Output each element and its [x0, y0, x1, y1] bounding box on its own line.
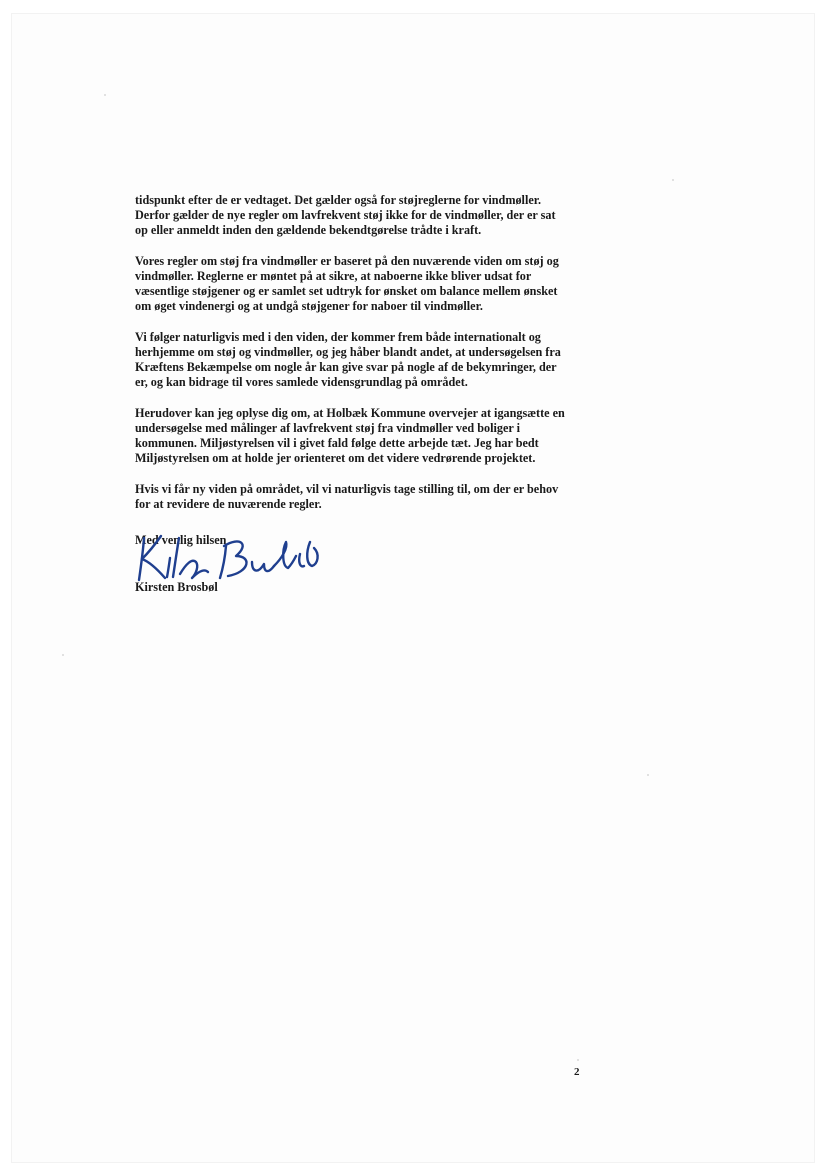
text-line: væsentlige støjgener og er samlet set udtryk for ønsket om balance mellem ønsket	[135, 284, 558, 299]
scan-speck	[672, 179, 674, 181]
text-line: Hvis vi får ny viden på området, vil vi naturligvis tage stilling til, om der er behov	[135, 481, 559, 496]
signature-stroke	[220, 546, 226, 578]
scan-speck	[647, 774, 649, 776]
text-line: Derfor gælder de nye regler om lavfrekvent støj ikke for de vindmøller, der er sat	[135, 208, 556, 223]
scan-speck	[104, 94, 106, 96]
signature-stroke	[307, 542, 317, 566]
text-line: for at revidere de nuværende regler.	[135, 497, 322, 511]
text-line: vindmøller. Reglerne er møntet på at sikre, at naboerne ikke bliver udsat for	[135, 269, 532, 283]
signature-stroke	[167, 558, 170, 577]
text-line: tidspunkt efter de er vedtaget. Det gælder også for støjreglerne for vindmøller.	[135, 193, 542, 207]
page-number: 2	[574, 1066, 580, 1078]
text-line: Vi følger naturligvis med i den viden, der kommer frem både internationalt og	[135, 329, 541, 344]
document-page	[12, 14, 814, 1162]
paragraph	[135, 193, 595, 239]
paragraph	[135, 406, 595, 467]
text-line: er, og kan bidrage til vores samlede vidensgrundlag på området.	[135, 375, 468, 390]
handwritten-signature	[128, 528, 328, 586]
text-line: herhjemme om støj og vindmøller, og jeg håber blandt andet, at undersøgelsen fra	[135, 345, 561, 359]
letter-body	[135, 193, 595, 527]
signature-stroke	[173, 538, 179, 577]
scan-speck	[62, 654, 64, 656]
signature-stroke	[252, 562, 274, 571]
paragraph	[135, 330, 595, 391]
text-line: Kræftens Bekæmpelse om nogle år kan give svar på nogle af de bekymringer, der	[135, 360, 557, 375]
text-line: Herudover kan jeg oplyse dig om, at Holbæk Kommune overvejer at igangsætte en	[135, 405, 565, 420]
text-line: Miljøstyrelsen om at holde jer orienteret om det videre vedrørende projektet.	[135, 451, 536, 466]
text-line: om øget vindenergi og at undgå støjgener for naboer til vindmøller.	[135, 299, 483, 314]
signature-stroke	[142, 536, 165, 578]
paragraph	[135, 482, 595, 512]
text-line: kommunen. Miljøstyrelsen vil i givet fald følge dette arbejde tæt. Jeg har bedt	[135, 436, 539, 451]
signature-stroke	[274, 542, 296, 568]
paragraph	[135, 254, 595, 315]
text-line: op eller anmeldt inden den gældende bekendtgørelse trådte i kraft.	[135, 223, 482, 238]
scan-speck	[577, 1059, 579, 1061]
signature-stroke	[180, 561, 208, 578]
signature-stroke	[224, 541, 246, 576]
text-line: Vores regler om støj fra vindmøller er baseret på den nuværende viden om støj og	[135, 253, 559, 268]
closing-salutation: Med venlig hilsen	[135, 533, 227, 547]
text-line: undersøgelse med målinger af lavfrekvent støj fra vindmøller ved boliger i	[135, 421, 521, 435]
signature-stroke	[299, 554, 304, 566]
signature-strokes	[139, 536, 318, 580]
signer-name: Kirsten Brosbøl	[135, 580, 218, 594]
